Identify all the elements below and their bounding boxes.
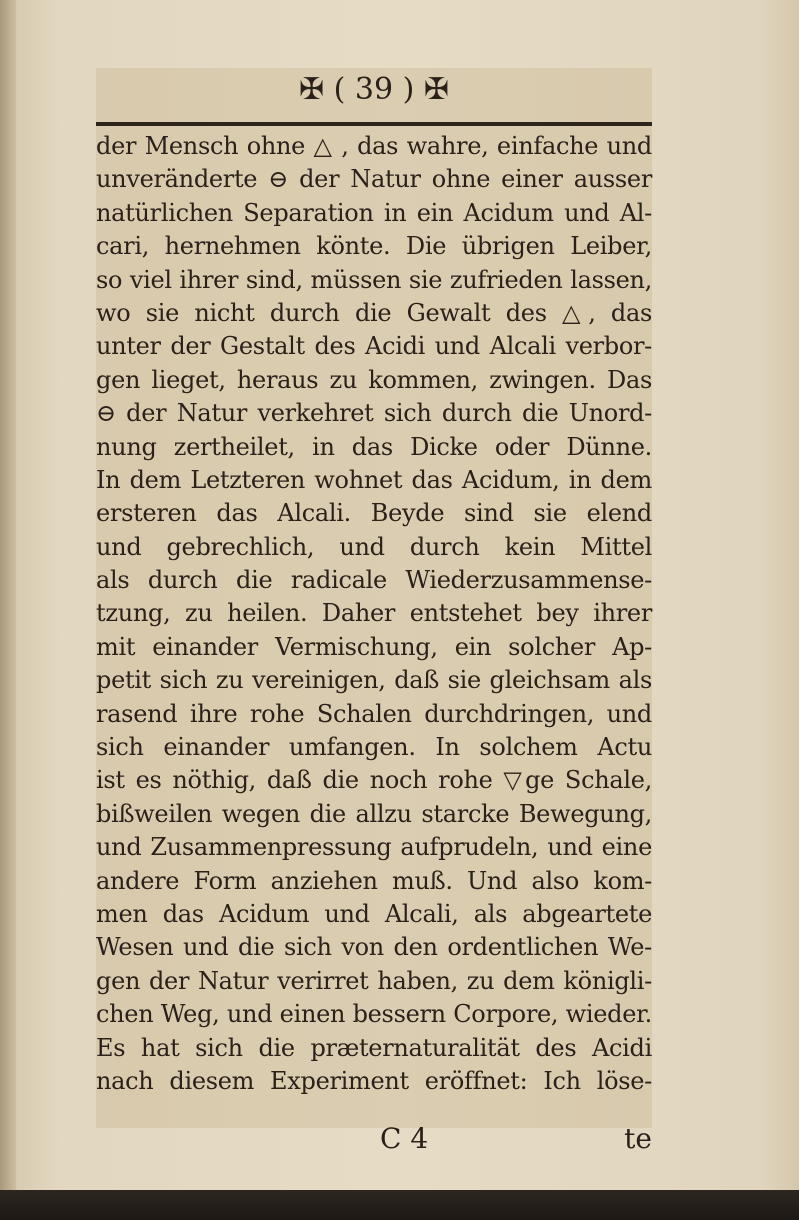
text-line: Wesen und die sich von den ordentlichen We-	[96, 933, 652, 962]
page-header: ✠ ( 39 ) ✠	[299, 72, 449, 107]
text-line: petit sich zu vereinigen, daß sie gleichsam als	[96, 666, 652, 695]
signature-mark: C 4	[380, 1122, 429, 1155]
text-line: mit einander Vermischung, ein solcher Ap-	[96, 632, 652, 661]
text-line: unter der Gestalt des Acidi und Alcali verbor-	[96, 332, 652, 361]
text-line: als durch die radicale Wiederzusammense-	[96, 566, 652, 595]
text-line: men das Acidum und Alcali, als abgeartete	[96, 899, 652, 928]
text-line: bißweilen wegen die allzu starcke Bewegung,	[96, 799, 652, 828]
text-line: ersteren das Alcali. Beyde sind sie elend	[96, 499, 652, 528]
text-line: cari, hernehmen könte. Die übrigen Leiber,	[96, 232, 652, 261]
text-line: nung zertheilet, in das Dicke oder Dünne.	[96, 432, 652, 461]
text-line: gen der Natur verirret haben, zu dem königli-	[96, 966, 652, 995]
text-line: und Zusammenpressung aufprudeln, und eine	[96, 833, 652, 862]
body-text	[96, 130, 652, 1098]
text-line: chen Weg, und einen bessern Corpore, wieder.	[96, 1000, 652, 1029]
text-line: sich einander umfangen. In solchem Actu	[96, 733, 652, 762]
text-line: In dem Letzteren wohnet das Acidum, in dem	[96, 465, 652, 494]
page-footer	[96, 1122, 652, 1158]
text-line: nach diesem Experiment eröffnet: Ich löse-	[96, 1066, 652, 1095]
text-line: gen lieget, heraus zu kommen, zwingen. Das	[96, 365, 652, 394]
scan-bottom-edge	[0, 1190, 799, 1220]
text-line: unveränderte ⊖ der Natur ohne einer ausser	[96, 165, 652, 194]
text-line: ⊖ der Natur verkehret sich durch die Unord-	[96, 399, 652, 428]
text-line: der Mensch ohne △ , das wahre, einfache und	[96, 132, 652, 160]
catchword: te	[624, 1122, 652, 1155]
text-line: und gebrechlich, und durch kein Mittel	[96, 532, 652, 561]
text-line: tzung, zu heilen. Daher entstehet bey ihrer	[96, 599, 652, 628]
header-rule	[96, 122, 652, 126]
text-line: ist es nöthig, daß die noch rohe ▽ge Schale,	[96, 766, 652, 795]
text-line: wo sie nicht durch die Gewalt des △, das	[96, 298, 652, 327]
text-line: andere Form anziehen muß. Und also kom-	[96, 866, 652, 895]
page-gutter	[0, 0, 16, 1190]
text-line: rasend ihre rohe Schalen durchdringen, und	[96, 699, 652, 728]
text-line: so viel ihrer sind, müssen sie zufrieden lassen,	[96, 265, 652, 294]
text-line: Es hat sich die præternaturalität des Acidi	[96, 1033, 652, 1062]
text-line: natürlichen Separation in ein Acidum und Al-	[96, 198, 652, 227]
